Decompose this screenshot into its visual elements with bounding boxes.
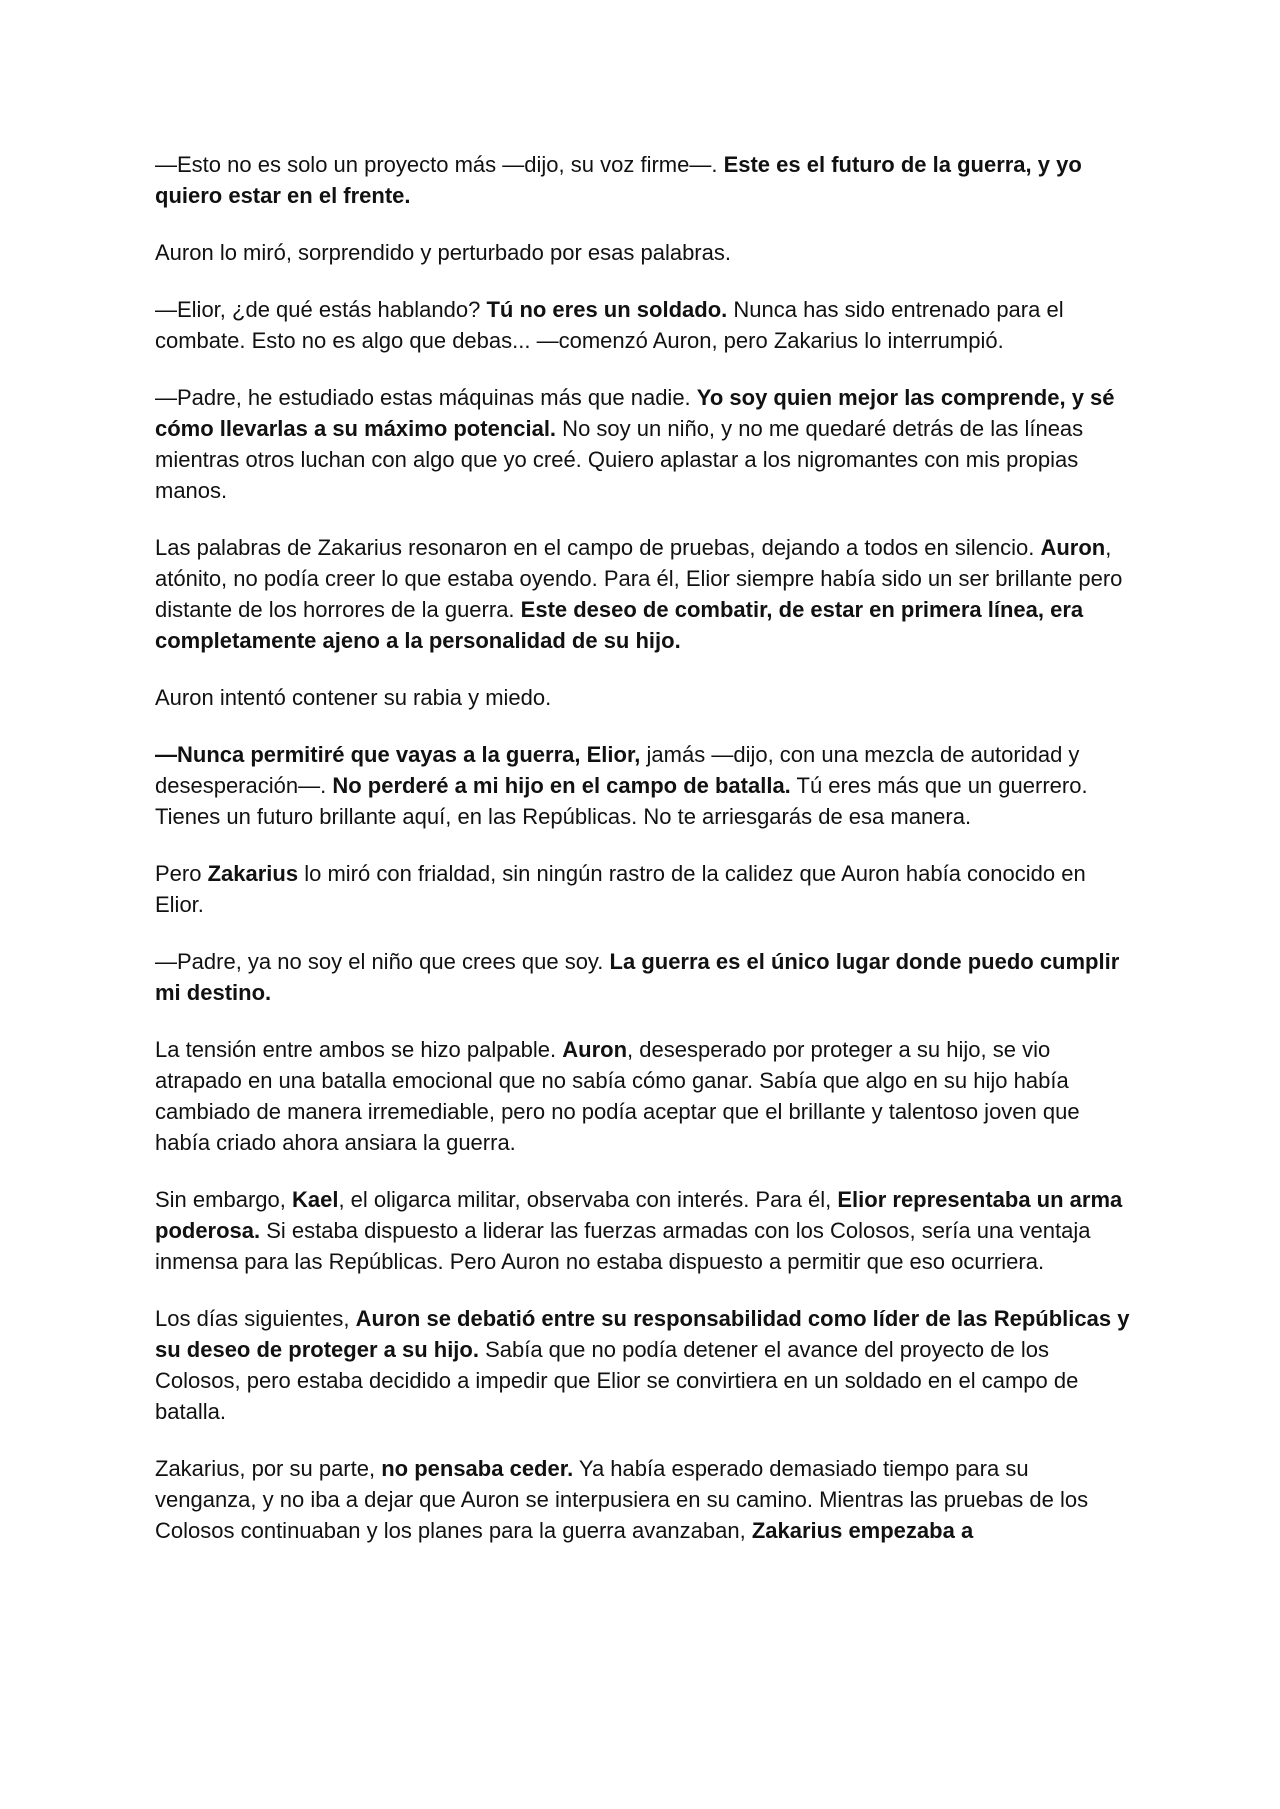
paragraph: Auron lo miró, sorprendido y perturbado por esas palabras. [155, 240, 731, 265]
paragraph: —Nunca permitiré que vayas a la guerra, Elior, jamás —dijo, con una mezcla de autoridad y desesperación—. No perderé a mi hijo en el campo de batalla. Tú eres más que un guerrero. Tienes un futuro brillante aquí, en las Repúblicas. No te arriesgarás de esa manera. [155, 742, 1088, 829]
paragraph: Sin embargo, Kael, el oligarca militar, observaba con interés. Para él, Elior representaba un arma poderosa. Si estaba dispuesto a liderar las fuerzas armadas con los Colosos, sería una ventaja inmensa para las Repúblicas. Pero Auron no estaba dispuesto a permitir que eso ocurriera. [155, 1187, 1123, 1274]
paragraph: Las palabras de Zakarius resonaron en el campo de pruebas, dejando a todos en silencio. Auron, atónito, no podía creer lo que estaba oyendo. Para él, Elior siempre había sido un ser brillante pero distante de los horrores de la guerra. Este deseo de combatir, de estar en primera línea, era completamente ajeno a la personalidad de su hijo. [155, 535, 1123, 653]
paragraph: Pero Zakarius lo miró con frialdad, sin ningún rastro de la calidez que Auron había conocido en Elior. [155, 861, 1086, 917]
paragraph: —Padre, ya no soy el niño que crees que soy. La guerra es el único lugar donde puedo cumplir mi destino. [155, 949, 1120, 1005]
paragraph: —Esto no es solo un proyecto más —dijo, su voz firme—. Este es el futuro de la guerra, y yo quiero estar en el frente. [155, 152, 1082, 208]
paragraph: —Elior, ¿de qué estás hablando? Tú no eres un soldado. Nunca has sido entrenado para el combate. Esto no es algo que debas... —comenzó Auron, pero Zakarius lo interrumpió. [155, 297, 1064, 353]
paragraph: Auron intentó contener su rabia y miedo. [155, 685, 552, 710]
paragraph: —Padre, he estudiado estas máquinas más que nadie. Yo soy quien mejor las comprende, y sé cómo llevarlas a su máximo potencial. No soy un niño, y no me quedaré detrás de las líneas mientras otros luchan con algo que yo creé. Quiero aplastar a los nigromantes con mis propias manos. [155, 385, 1115, 503]
document-body [155, 149, 1130, 1572]
paragraph: Zakarius, por su parte, no pensaba ceder. Ya había esperado demasiado tiempo para su venganza, y no iba a dejar que Auron se interpusiera en su camino. Mientras las pruebas de los Colosos continuaban y los planes para la guerra avanzaban, Zakarius empezaba a [155, 1456, 1089, 1543]
paragraph: Los días siguientes, Auron se debatió entre su responsabilidad como líder de las Repúblicas y su deseo de proteger a su hijo. Sabía que no podía detener el avance del proyecto de los Colosos, pero estaba decidido a impedir que Elior se convirtiera en un soldado en el campo de batalla. [155, 1306, 1130, 1424]
paragraph: La tensión entre ambos se hizo palpable. Auron, desesperado por proteger a su hijo, se vio atrapado en una batalla emocional que no sabía cómo ganar. Sabía que algo en su hijo había cambiado de manera irremediable, pero no podía aceptar que el brillante y talentoso joven que había criado ahora ansiara la guerra. [155, 1037, 1080, 1155]
